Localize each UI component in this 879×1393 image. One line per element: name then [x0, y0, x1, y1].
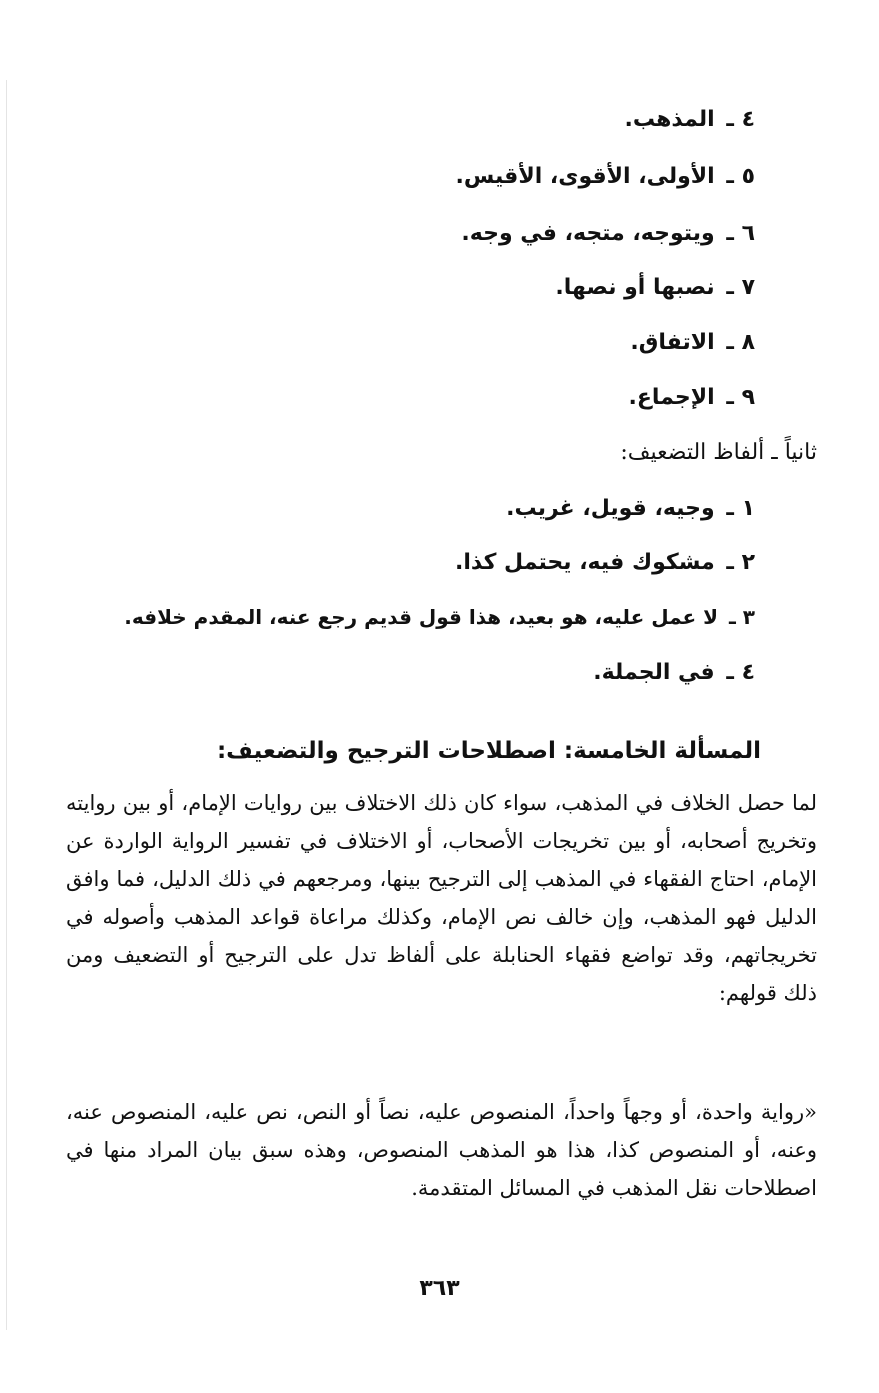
scan-edge-line [6, 80, 7, 1330]
list-item [555, 273, 755, 303]
list-item-text: في الجملة. [593, 660, 715, 685]
list-item-number: ٨ ـ [726, 330, 755, 355]
paragraph: «رواية واحدة، أو وجهاً واحداً، المنصوص عليه، نصاً أو النص، نص عليه، المنصوص عنه، وعنه، أو المنصوص كذا، هذا هو المذهب المنصوص، وهذه سبق بيان المراد منها في اصطلاحات نقل المذهب في المسائل المتقدمة. [66, 1100, 817, 1200]
list-item-number: ٦ ـ [726, 221, 755, 246]
list-item-text: وجيه، قويل، غريب. [506, 496, 715, 521]
list-item-number: ٧ ـ [726, 275, 755, 300]
list-item-number: ٢ ـ [726, 550, 755, 575]
subheading-weakening-terms: ثانياً ـ ألفاظ التضعيف: [620, 440, 817, 465]
list-item-text: الإجماع. [628, 385, 715, 410]
list-item-number: ٤ ـ [726, 660, 755, 685]
list-item-number: ١ ـ [726, 496, 755, 521]
list-item [625, 105, 755, 135]
list-item [629, 383, 755, 413]
list-item-number: ٩ ـ [726, 385, 755, 410]
list-item-text: مشكوك فيه، يحتمل كذا. [455, 550, 715, 575]
list-item-text: الأولى، الأقوى، الأقيس. [455, 164, 715, 189]
list-item-text: المذهب. [624, 107, 715, 132]
list-item-text: لا عمل عليه، هو بعيد، هذا قول قديم رجع عنه، المقدم خلافه. [124, 605, 718, 629]
list-item [455, 548, 755, 578]
paragraph: لما حصل الخلاف في المذهب، سواء كان ذلك الاختلاف بين روايات الإمام، أو بين روايته وتخريج أصحابه، أو بين تخريجات الأصحاب، أو الاختلاف في تفسير الرواية الواردة عن الإمام، احتاج الفقهاء في المذهب إلى الترجيح بينها، ومرجعهم في ذلك الدليل، فما وافق الدليل فهو المذهب، وإن خالف نص الإمام، وكذلك مراعاة قواعد المذهب وأصوله في تخريجاتهم، وقد تواضع فقهاء الحنابلة على ألفاظ تدل على الترجيح أو التضعيف ومن ذلك قولهم: [66, 791, 817, 1005]
list-item-text: نصبها أو نصها. [555, 275, 715, 300]
list-item-text: الاتفاق. [630, 330, 715, 355]
list-item-text: ويتوجه، متجه، في وجه. [461, 221, 715, 246]
list-item [124, 602, 755, 632]
page-number: ٣٦٣ [419, 1276, 460, 1301]
list-item [461, 219, 755, 249]
section-heading: المسألة الخامسة: اصطلاحات الترجيح والتضعيف: [216, 738, 761, 764]
list-item-number: ٤ ـ [726, 107, 755, 132]
list-item [456, 162, 756, 192]
list-item-number: ٥ ـ [726, 164, 755, 189]
list-item [506, 494, 755, 524]
list-item [630, 328, 755, 358]
list-item [593, 658, 755, 688]
list-item-number: ٣ ـ [728, 605, 755, 629]
